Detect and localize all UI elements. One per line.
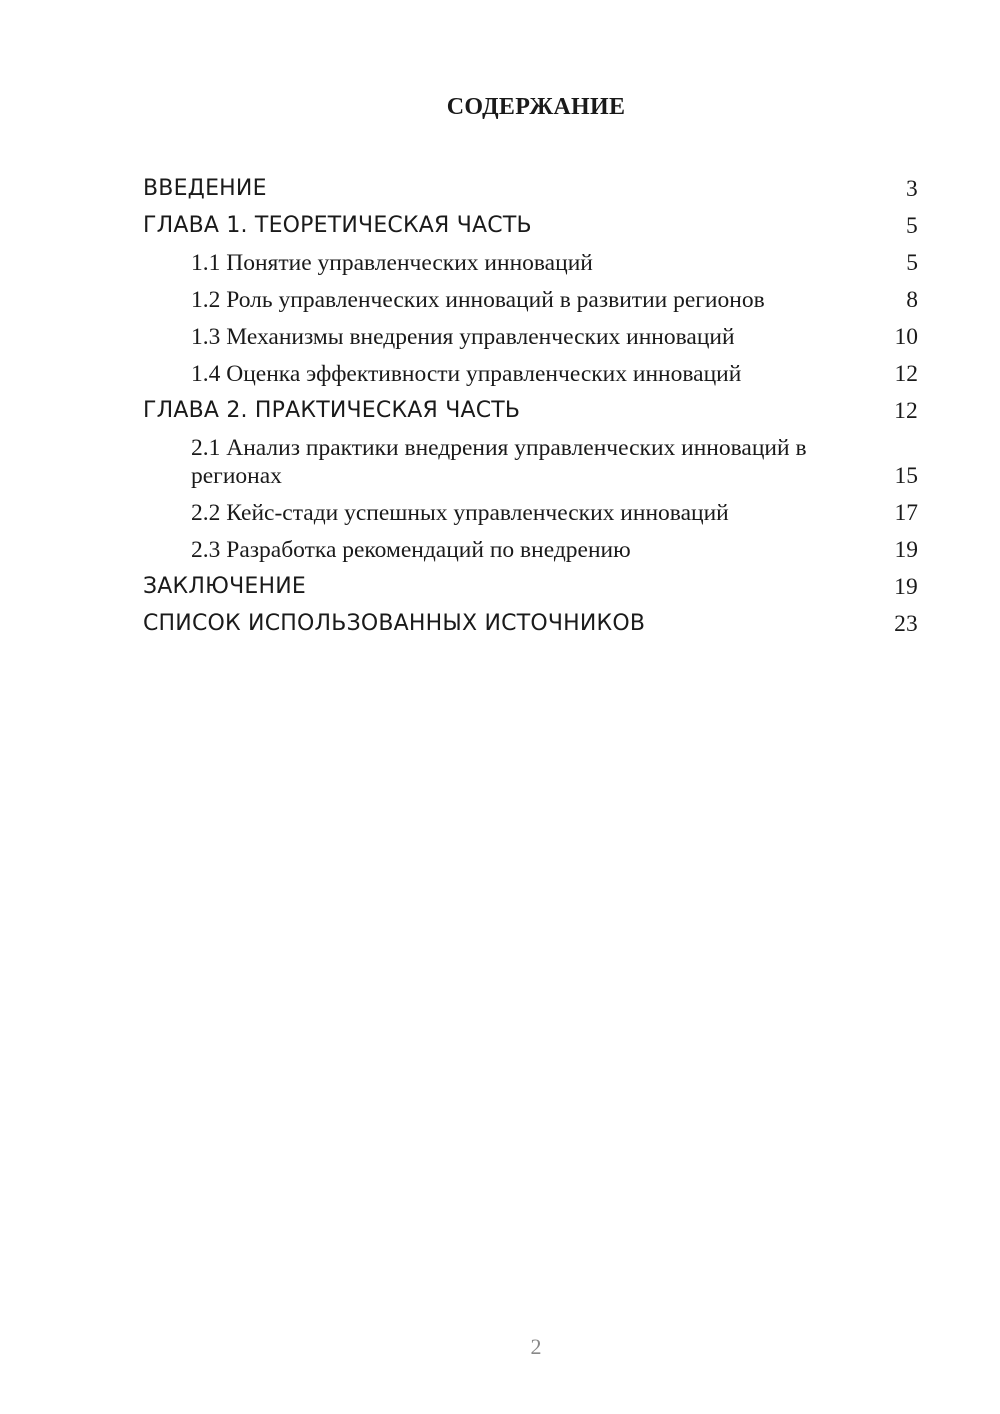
toc-entry-label: ГЛАВА 2. ПРАКТИЧЕСКАЯ ЧАСТЬ xyxy=(143,398,521,423)
toc-entry-section-1-1[interactable] xyxy=(143,240,918,277)
toc-entry-page: 3 xyxy=(906,176,918,202)
toc-entry-introduction[interactable] xyxy=(143,166,918,203)
toc-entry-page: 5 xyxy=(906,250,918,276)
toc-entry-page: 19 xyxy=(894,537,918,563)
toc-entry-label: 2.3 Разработка рекомендаций по внедрению xyxy=(191,537,631,563)
toc-entry-page: 23 xyxy=(894,611,918,637)
toc-entry-section-1-2[interactable] xyxy=(143,277,918,314)
toc-entry-page: 12 xyxy=(894,398,918,424)
toc-entry-label: ГЛАВА 1. ТЕОРЕТИЧЕСКАЯ ЧАСТЬ xyxy=(143,213,532,238)
toc-entry-page: 8 xyxy=(906,287,918,313)
toc-entry-page: 15 xyxy=(894,463,918,489)
toc-entry-references[interactable] xyxy=(143,601,918,638)
toc-entry-label: 1.3 Механизмы внедрения управленческих инноваций xyxy=(191,324,735,350)
toc-entry-page: 12 xyxy=(894,361,918,387)
toc-entry-page: 10 xyxy=(894,324,918,350)
toc-entry-section-2-1[interactable] xyxy=(143,425,918,490)
toc-entry-section-2-2[interactable] xyxy=(143,490,918,527)
toc-entry-section-1-3[interactable] xyxy=(143,314,918,351)
toc-entry-page: 19 xyxy=(894,574,918,600)
toc-entry-label: СПИСОК ИСПОЛЬЗОВАННЫХ ИСТОЧНИКОВ xyxy=(143,611,646,636)
page-title: СОДЕРЖАНИЕ xyxy=(446,94,626,120)
toc-entry-section-1-4[interactable] xyxy=(143,351,918,388)
toc-entry-section-2-3[interactable] xyxy=(143,527,918,564)
page-number: 2 xyxy=(530,1334,542,1359)
toc-entry-label: ВВЕДЕНИЕ xyxy=(143,176,267,201)
toc-entry-label: 2.1 Анализ практики внедрения управленческих инноваций в регионах xyxy=(191,435,807,489)
toc-entry-label: 1.1 Понятие управленческих инноваций xyxy=(191,250,593,276)
table-of-contents xyxy=(143,166,918,638)
toc-entry-label: 1.4 Оценка эффективности управленческих инноваций xyxy=(191,361,742,387)
toc-entry-label: 1.2 Роль управленческих инноваций в развитии регионов xyxy=(191,287,765,313)
toc-entry-chapter-2[interactable] xyxy=(143,388,918,425)
toc-entry-conclusion[interactable] xyxy=(143,564,918,601)
toc-entry-chapter-1[interactable] xyxy=(143,203,918,240)
toc-entry-page: 17 xyxy=(894,500,918,526)
toc-entry-label: ЗАКЛЮЧЕНИЕ xyxy=(143,574,306,599)
toc-entry-page: 5 xyxy=(906,213,918,239)
toc-entry-label: 2.2 Кейс-стади успешных управленческих инноваций xyxy=(191,500,729,526)
